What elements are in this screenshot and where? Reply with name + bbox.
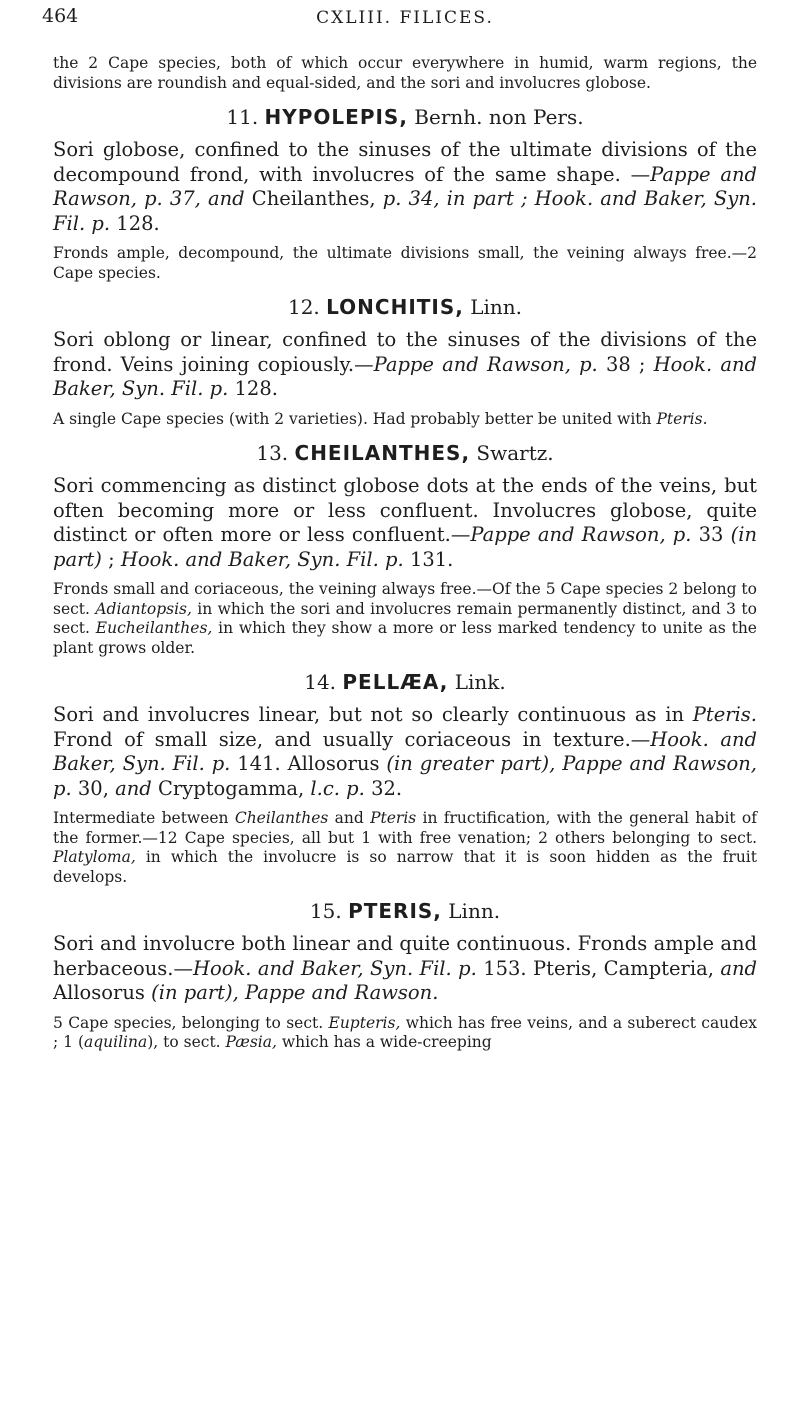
reference-text: Pteris. bbox=[692, 703, 757, 726]
genus-number: 12. bbox=[287, 295, 327, 319]
genus-name: PELLÆA, bbox=[342, 670, 449, 694]
page-number: 464 bbox=[42, 5, 79, 27]
genus-section bbox=[53, 898, 757, 1053]
genus-number: 11. bbox=[226, 105, 265, 129]
genus-note bbox=[53, 809, 757, 887]
note-text: which has free veins, and a suberect caudex ; 1 ( bbox=[53, 1013, 758, 1051]
genus-heading bbox=[53, 898, 757, 924]
genus-note bbox=[53, 580, 757, 658]
description-text: Sori commencing as distinct globose dots at the ends of the veins, but often becoming more or less confluent. Involucres globose, quite distinct or often more or less confluent.— bbox=[53, 474, 757, 546]
genus-author: Linn. bbox=[463, 295, 523, 319]
genus-section bbox=[53, 294, 757, 429]
reference-text: Hook. and Baker, Syn. Fil. p. bbox=[53, 727, 757, 775]
reference-text: and bbox=[115, 776, 158, 800]
note-text: Platyloma, bbox=[53, 848, 136, 866]
genus-description bbox=[53, 932, 757, 1006]
note-text: ), to sect. bbox=[147, 1033, 226, 1051]
reference-text: ; bbox=[108, 547, 121, 571]
reference-text: (in part) bbox=[53, 523, 757, 571]
reference-text: Hook. and Baker, Syn. Fil. p. bbox=[120, 547, 410, 571]
note-text: Pteris. bbox=[656, 409, 708, 428]
note-text: which has a wide-creeping bbox=[276, 1033, 492, 1051]
note-text: Intermediate between bbox=[53, 809, 235, 827]
intro-paragraph: the 2 Cape species, both of which occur everywhere in humid, warm regions, the divisions are roundish and equal-sided, and the sori and involucres globose. bbox=[53, 54, 757, 92]
reference-text: Pappe and Rawson, p. bbox=[373, 352, 606, 376]
genus-note bbox=[53, 410, 757, 430]
description-text: Sori oblong or linear, confined to the sinuses of the divisions of the frond. Veins joining copiously.— bbox=[53, 328, 757, 376]
reference-text: and bbox=[720, 956, 757, 980]
genus-number: 14. bbox=[304, 670, 343, 694]
genus-heading bbox=[53, 440, 757, 466]
genus-description bbox=[53, 474, 757, 572]
note-text: in fructification, with the general habit of the former.—12 Cape species, all but 1 with free venation; 2 others belonging to sect. bbox=[53, 809, 758, 847]
reference-text: Hook. and Baker, Syn. Fil. p. bbox=[53, 352, 757, 400]
note-text: aquilina bbox=[84, 1033, 148, 1051]
note-text: in which they show a more or less marked tendency to unite as the plant grows older. bbox=[53, 619, 757, 657]
note-text: Eupteris, bbox=[328, 1013, 401, 1032]
reference-text: l.c. p. bbox=[310, 776, 372, 800]
genus-number: 13. bbox=[256, 441, 295, 465]
genus-description bbox=[53, 328, 757, 402]
reference-text: 141. Allosorus bbox=[237, 752, 387, 775]
genus-author: Swartz. bbox=[470, 441, 554, 465]
genus-name: CHEILANTHES, bbox=[294, 441, 471, 465]
genus-section bbox=[53, 440, 757, 658]
genus-description bbox=[53, 703, 757, 801]
genus-note bbox=[53, 244, 757, 283]
genus-author: Linn. bbox=[441, 899, 501, 923]
genus-number: 15. bbox=[309, 899, 349, 923]
description-text: Sori and involucres linear, but not so clearly continuous as in bbox=[53, 703, 693, 726]
genus-heading bbox=[53, 104, 757, 130]
reference-text: 33 bbox=[698, 523, 731, 546]
reference-text: 38 ; bbox=[605, 352, 654, 376]
genus-section bbox=[53, 104, 757, 283]
reference-text: Hook. and Baker, Syn. Fil. p. bbox=[193, 956, 484, 980]
reference-text: Pappe and Rawson, p. 37, and bbox=[53, 162, 757, 210]
reference-text: (in greater part), Pappe and Rawson, p. bbox=[53, 752, 757, 800]
description-text: Sori globose, confined to the sinuses of the ultimate divisions of the decompound frond, with involucres of the same shape. — bbox=[53, 138, 757, 186]
reference-text: 30, bbox=[77, 776, 116, 800]
note-text: A single Cape species (with 2 varieties). Had probably better be united with bbox=[53, 409, 657, 428]
genus-author: Link. bbox=[448, 670, 506, 694]
genus-heading bbox=[53, 669, 757, 695]
note-text: Pteris bbox=[370, 809, 417, 827]
genus-heading bbox=[53, 294, 757, 320]
description-text: Sori and involucre both linear and quite continuous. Fronds ample and herbaceous.— bbox=[53, 932, 757, 980]
note-text: 5 Cape species, belonging to sect. bbox=[53, 1013, 329, 1032]
genera-list bbox=[53, 104, 757, 1053]
reference-text: Cheilanthes, bbox=[251, 187, 383, 210]
reference-text: Pappe and Rawson, p. bbox=[470, 523, 699, 546]
genus-name: PTERIS, bbox=[348, 899, 442, 923]
note-text: Eucheilanthes, bbox=[95, 619, 213, 637]
genus-section bbox=[53, 669, 757, 887]
note-text: Cheilanthes bbox=[234, 809, 329, 827]
note-text: Pæsia, bbox=[225, 1033, 277, 1051]
running-title: CXLIII. FILICES. bbox=[316, 8, 494, 28]
running-head bbox=[42, 0, 757, 52]
reference-text: 153. Pteris, Campteria, bbox=[483, 956, 721, 980]
reference-text: Allosorus bbox=[53, 981, 152, 1004]
note-text: in which the sori and involucres remain permanently distinct, and 3 to sect. bbox=[53, 599, 757, 637]
reference-text: 128. bbox=[234, 377, 278, 400]
reference-text: (in part), Pappe and Rawson. bbox=[151, 981, 439, 1004]
reference-text: p. 34, in part ; Hook. and Baker, Syn. Fil. p. bbox=[53, 187, 757, 235]
genus-description bbox=[53, 138, 757, 236]
reference-text: 32. bbox=[371, 776, 403, 800]
reference-text: Frond of small size, and usually coriaceous in texture.— bbox=[53, 727, 651, 751]
note-text: Fronds ample, decompound, the ultimate divisions small, the veining always free.—2 Cape species. bbox=[53, 244, 757, 282]
genus-name: LONCHITIS, bbox=[326, 295, 464, 319]
note-text: in which the involucre is so narrow that it is soon hidden as the fruit develops. bbox=[53, 848, 757, 886]
note-text: and bbox=[328, 809, 371, 827]
reference-text: Cryptogamma, bbox=[157, 776, 311, 800]
genus-note bbox=[53, 1014, 757, 1053]
note-text: Fronds small and coriaceous, the veining always free.—Of the 5 Cape species 2 belong to sect. bbox=[53, 580, 757, 618]
genus-author: Bernh. non Pers. bbox=[407, 105, 584, 129]
reference-text: 128. bbox=[116, 211, 160, 235]
reference-text: 131. bbox=[409, 547, 454, 571]
genus-name: HYPOLEPIS, bbox=[264, 105, 408, 129]
note-text: Adiantopsis, bbox=[95, 599, 192, 618]
